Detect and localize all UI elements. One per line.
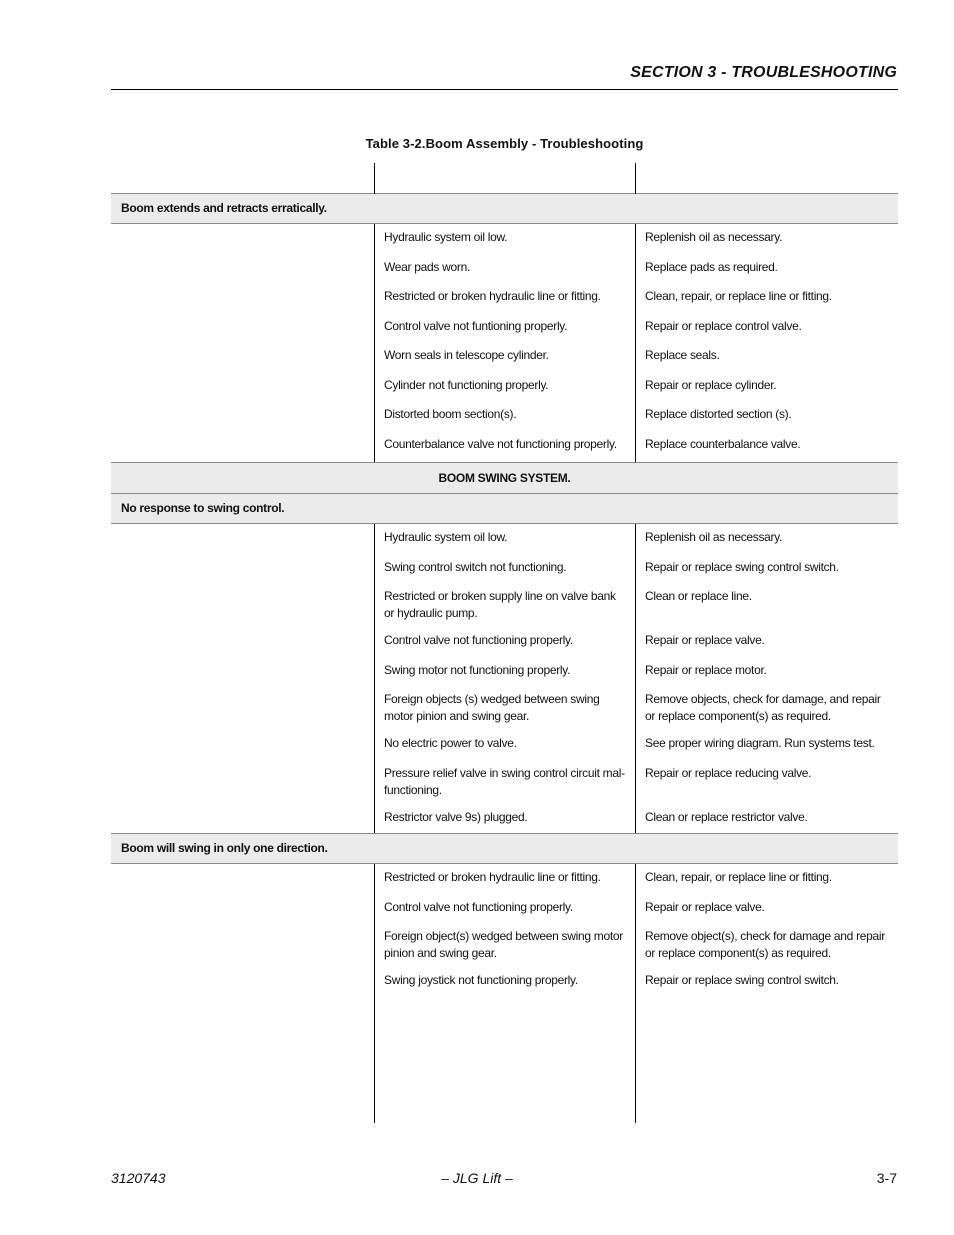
cause-cell: Swing motor not functioning properly.: [384, 662, 571, 677]
table-row: [111, 554, 898, 584]
condition-cell: [111, 588, 375, 622]
remedy-cell: See proper wiring diagram. Run systems test.: [645, 736, 875, 750]
remedy-cell: Clean, repair, or replace line or fitting.: [645, 289, 832, 303]
table-row: [111, 686, 898, 730]
condition-cell: [111, 229, 375, 249]
column-divider-2: [635, 163, 636, 1123]
cause-cell: Hydraulic system oil low.: [384, 230, 508, 244]
table-row: [111, 313, 898, 343]
condition-cell: [111, 691, 375, 725]
cause-cell: Distorted boom section(s).: [384, 407, 517, 421]
cause-cell: Control valve not functioning properly.: [384, 633, 573, 647]
remedy-cell: Remove object(s), check for damage and repair or replace component(s) as required.: [645, 929, 885, 960]
cause-cell: Control valve not functioning properly.: [384, 899, 573, 914]
section-title: SECTION 3 - TROUBLESHOOTING: [630, 64, 897, 81]
table-row: [111, 894, 898, 924]
table-row: [111, 431, 898, 461]
cause-cell: Restricted or broken hydraulic line or fitting.: [384, 870, 601, 884]
cause-cell: Worn seals in telescope cylinder.: [384, 348, 549, 362]
cause-cell: Restricted or broken hydraulic line or fitting.: [384, 289, 601, 303]
cause-cell: Foreign object(s) wedged between swing motor pinion and swing gear.: [384, 929, 623, 960]
remedy-cell: Repair or replace valve.: [645, 899, 765, 914]
remedy-cell: Replace seals.: [645, 348, 720, 362]
table-row: [111, 254, 898, 284]
remedy-cell: Repair or replace swing control switch.: [645, 973, 839, 987]
condition-cell: [111, 559, 375, 579]
cause-cell: Restricted or broken supply line on valve bank or hydraulic pump.: [384, 589, 616, 620]
troubleshooting-table: [111, 163, 898, 1123]
condition-cell: [111, 318, 375, 338]
group-rows: [111, 864, 898, 997]
condition-cell: [111, 377, 375, 397]
table-header-row: [111, 163, 898, 194]
condition-cell: [111, 899, 375, 919]
cause-cell: Foreign objects (s) wedged between swing motor pinion and swing gear.: [384, 692, 600, 723]
table-row: [111, 730, 898, 760]
remedy-cell: Remove objects, check for damage, and repair or replace component(s) as required.: [645, 692, 881, 723]
table-row: [111, 283, 898, 313]
condition-cell: [111, 436, 375, 456]
condition-cell: [111, 662, 375, 682]
cause-cell: Wear pads worn.: [384, 259, 470, 274]
condition-cell: [111, 809, 375, 829]
table-row: [111, 923, 898, 967]
remedy-cell: Clean, repair, or replace line or fitting.: [645, 870, 832, 884]
remedy-cell: Replace counterbalance valve.: [645, 436, 801, 451]
table-title: Table 3-2.Boom Assembly - Troubleshooting: [365, 136, 644, 151]
remedy-cell: Replenish oil as necessary.: [645, 530, 783, 544]
table-row: [111, 804, 898, 834]
cause-cell: Restrictor valve 9s) plugged.: [384, 809, 528, 824]
remedy-cell: Clean or replace restrictor valve.: [645, 809, 808, 824]
remedy-cell: Clean or replace line.: [645, 589, 752, 603]
table-row: [111, 224, 898, 254]
remedy-cell: Repair or replace reducing valve.: [645, 765, 812, 780]
column-divider-1: [374, 163, 375, 1123]
condition-cell: [111, 347, 375, 367]
cause-cell: Cylinder not functioning properly.: [384, 377, 549, 392]
cause-cell: No electric power to valve.: [384, 736, 517, 750]
cause-cell: Counterbalance valve not functioning properly.: [384, 436, 617, 451]
remedy-cell: Repair or replace swing control switch.: [645, 559, 839, 574]
remedy-cell: Repair or replace cylinder.: [645, 377, 777, 392]
table-row: [111, 372, 898, 402]
group-rows: [111, 524, 898, 833]
table-row: [111, 627, 898, 657]
cause-cell: Swing control switch not functioning.: [384, 559, 567, 574]
condition-cell: [111, 529, 375, 549]
condition-row: No response to swing control.: [111, 494, 898, 524]
remedy-cell: Repair or replace control valve.: [645, 318, 802, 333]
cause-cell: Swing joystick not functioning properly.: [384, 973, 578, 987]
cause-cell: Control valve not funtioning properly.: [384, 318, 568, 333]
page-number: 3-7: [876, 1170, 897, 1186]
table-row: [111, 657, 898, 687]
condition-cell: [111, 869, 375, 889]
condition-cell: [111, 259, 375, 279]
condition-row: Boom extends and retracts erratically.: [111, 194, 898, 224]
group-rows: [111, 224, 898, 460]
table-row: [111, 760, 898, 804]
remedy-cell: Replace pads as required.: [645, 259, 778, 274]
condition-cell: [111, 406, 375, 426]
table-row: [111, 401, 898, 431]
table-row: [111, 583, 898, 627]
header-rule: [111, 89, 898, 90]
cause-cell: Pressure relief valve in swing control circuit mal-functioning.: [384, 765, 625, 797]
table-row: [111, 967, 898, 997]
remedy-cell: Repair or replace valve.: [645, 633, 765, 647]
table-row: [111, 524, 898, 554]
condition-cell: [111, 632, 375, 652]
document-number: 3120743: [111, 1170, 166, 1186]
condition-cell: [111, 928, 375, 962]
remedy-cell: Replace distorted section (s).: [645, 407, 792, 421]
table-row: [111, 342, 898, 372]
remedy-cell: Replenish oil as necessary.: [645, 230, 783, 244]
condition-cell: [111, 765, 375, 799]
condition-cell: [111, 288, 375, 308]
remedy-cell: Repair or replace motor.: [645, 662, 767, 677]
cause-cell: Hydraulic system oil low.: [384, 530, 508, 544]
condition-cell: [111, 972, 375, 992]
condition-row: Boom will swing in only one direction.: [111, 833, 898, 864]
system-heading: BOOM SWING SYSTEM.: [111, 462, 898, 494]
condition-cell: [111, 735, 375, 755]
footer-brand: – JLG Lift –: [441, 1170, 513, 1186]
table-row: [111, 864, 898, 894]
